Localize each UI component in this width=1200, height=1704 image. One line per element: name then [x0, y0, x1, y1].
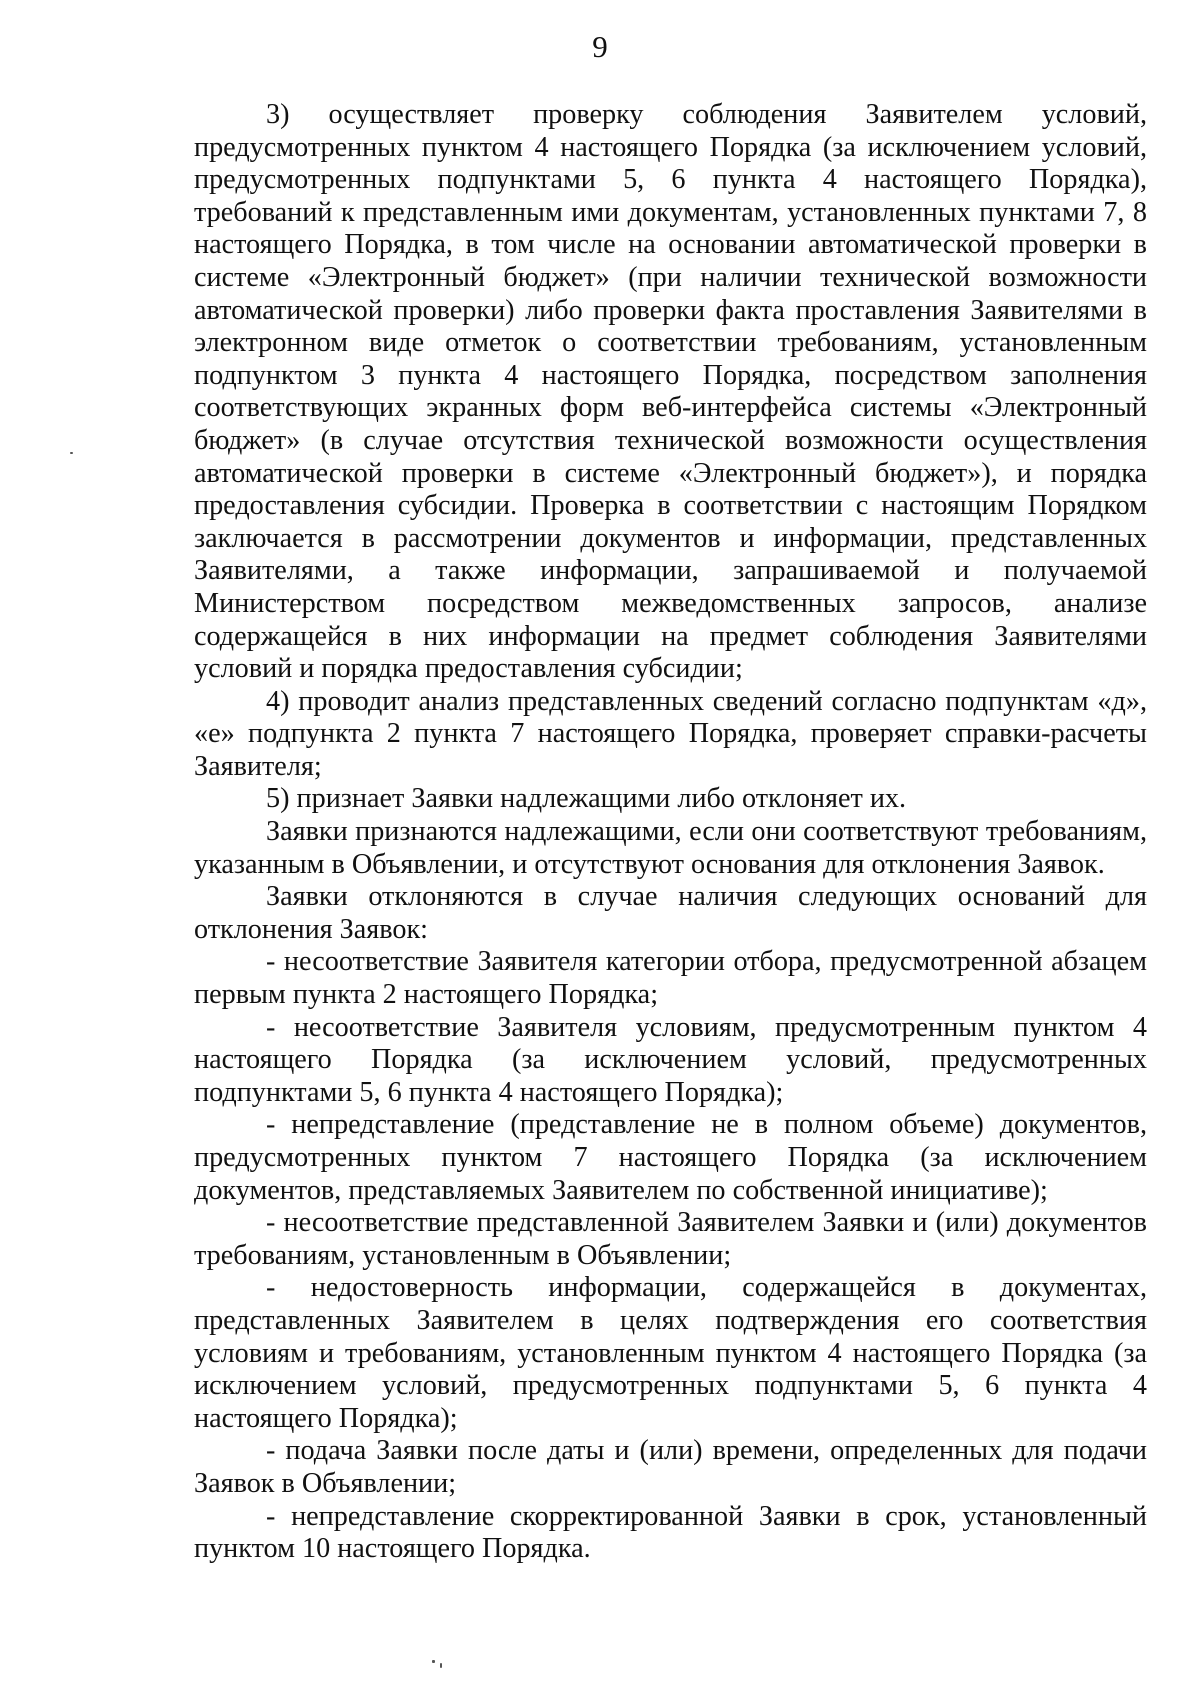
rejection-ground-conditions: - несоответствие Заявителя условиям, предусмотренным пунктом 4 настоящего Порядка (за исключением условий, предусмотренных подпунктами 5, 6 пункта 4 настоящего Порядка);	[194, 1011, 1147, 1108]
page-number: 9	[592, 29, 608, 64]
rejection-ground-requirements-mismatch: - несоответствие представленной Заявителем Заявки и (или) документов требованиям, установленным в Объявлении;	[194, 1207, 1147, 1271]
document-body	[194, 99, 1147, 1566]
scan-speck	[432, 1660, 435, 1663]
rejection-ground-missing-documents: - непредставление (представление не в полном объеме) документов, предусмотренных пунктом 7 настоящего Порядка (за исключением документов, представляемых Заявителем по собственной инициативе);	[194, 1109, 1147, 1206]
paragraph-item-5: 5) признает Заявки надлежащими либо отклоняет их.	[266, 783, 907, 815]
paragraph-rejection-grounds-intro: Заявки отклоняются в случае наличия следующих оснований для отклонения Заявок:	[194, 881, 1147, 945]
rejection-ground-false-information: - недостоверность информации, содержащейся в документах, представленных Заявителем в целях подтверждения его соответствия условиям и требованиям, установленным пунктом 4 настоящего Порядка (за исключением условий, предусмотренных подпунктами 5, 6 пункта 4 настоящего Порядка);	[194, 1272, 1147, 1434]
paragraph-item-3: 3) осуществляет проверку соблюдения Заявителем условий, предусмотренных пунктом 4 настоящего Порядка (за исключением условий, предусмотренных подпунктами 5, 6 пункта 4 настоящего Порядка), требований к представленным ими документам, установленных пунктами 7, 8 настоящего Порядка, в том числе на основании автоматической проверки в системе «Электронный бюджет» (при наличии технической возможности автоматической проверки) либо проверки факта проставления Заявителями в электронном виде отметок о соответствии требованиям, установленным подпунктом 3 пункта 4 настоящего Порядка, посредством заполнения соответствующих экранных форм веб-интерфейса системы «Электронный бюджет» (в случае отсутствия технической возможности осуществления автоматической проверки в системе «Электронный бюджет»), и порядка предоставления субсидии. Проверка в соответствии с настоящим Порядком заключается в рассмотрении документов и информации, представленных Заявителями, а также информации, запрашиваемой и получаемой Министерством посредством межведомственных запросов, анализе содержащейся в них информации на предмет соблюдения Заявителями условий и порядка предоставления субсидии;	[194, 99, 1147, 685]
rejection-ground-category: - несоответствие Заявителя категории отбора, предусмотренной абзацем первым пункта 2 настоящего Порядка;	[194, 946, 1147, 1011]
rejection-ground-no-corrected-application: - непредставление скорректированной Заявки в срок, установленный пунктом 10 настоящего Порядка.	[194, 1500, 1147, 1565]
paragraph-proper-applications: Заявки признаются надлежащими, если они соответствуют требованиям, указанным в Объявлении, и отсутствуют основания для отклонения Заявок.	[194, 816, 1147, 880]
rejection-ground-late-submission: - подача Заявки после даты и (или) времени, определенных для подачи Заявок в Объявлении;	[194, 1435, 1147, 1499]
scan-speck	[70, 452, 73, 454]
paragraph-item-4: 4) проводит анализ представленных сведений согласно подпунктам «д», «е» подпункта 2 пункта 7 настоящего Порядка, проверяет справки-расчеты Заявителя;	[194, 685, 1147, 782]
scan-speck	[440, 1663, 442, 1668]
